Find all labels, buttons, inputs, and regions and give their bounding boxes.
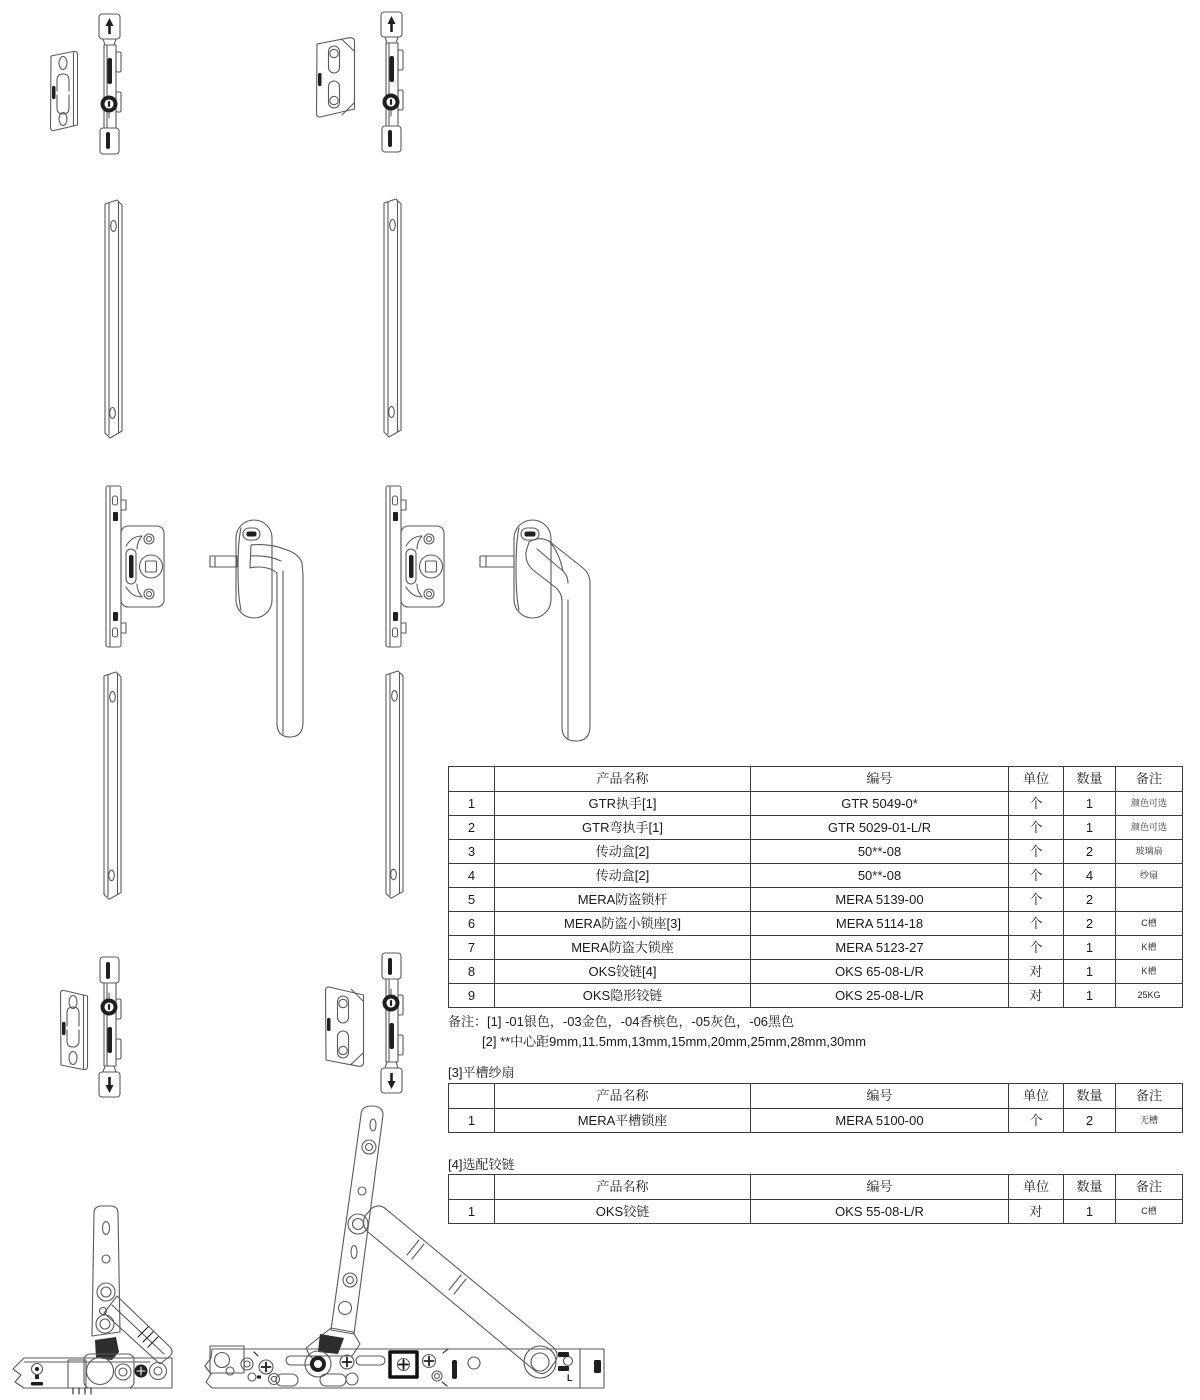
table-cell: 个: [1009, 1109, 1064, 1133]
table-cell: 对: [1009, 960, 1064, 984]
faceplate-bar-drawing: [384, 199, 401, 437]
hinge-l-mark-label: L: [567, 1373, 573, 1383]
table-cell: 个: [1009, 816, 1064, 840]
table-cell: OKS隐形铰链: [495, 984, 751, 1008]
window-handle-bent-drawing: [480, 520, 590, 741]
table-cell: 传动盒[2]: [495, 840, 751, 864]
table-row: [449, 840, 1183, 864]
friction-hinge-large-drawing: [205, 1106, 604, 1388]
column-header: [449, 1175, 495, 1200]
table-cell: GTR弯执手[1]: [495, 816, 751, 840]
column-header: 单位: [1009, 1084, 1064, 1109]
table-cell: K槽: [1116, 960, 1183, 984]
row-index-cell: 2: [449, 816, 495, 840]
table-cell: 传动盒[2]: [495, 864, 751, 888]
row-index-cell: 4: [449, 864, 495, 888]
column-header: 产品名称: [495, 1175, 751, 1200]
table-cell: 个: [1009, 912, 1064, 936]
table-cell: 2: [1064, 1109, 1116, 1133]
friction-hinge-small-drawing: [13, 1206, 172, 1394]
table-cell: 50**-08: [751, 864, 1009, 888]
column-header: 单位: [1009, 1175, 1064, 1200]
column-header: [449, 767, 495, 792]
lock-rod-drawing: [381, 12, 403, 152]
row-index-cell: 3: [449, 840, 495, 864]
table-cell: MERA防盗大锁座: [495, 936, 751, 960]
table-row: [449, 960, 1183, 984]
keeper-plate-small-drawing: [51, 51, 78, 130]
row-index-cell: 1: [449, 1109, 495, 1133]
table-cell: MERA防盗小锁座[3]: [495, 912, 751, 936]
table-cell: C槽: [1116, 912, 1183, 936]
table-cell: OKS 25-08-L/R: [751, 984, 1009, 1008]
keeper-plate-large-drawing: [326, 987, 364, 1066]
table-cell: OKS 65-08-L/R: [751, 960, 1009, 984]
row-index-cell: 8: [449, 960, 495, 984]
table-row: [449, 792, 1183, 816]
faceplate-bar-drawing: [386, 671, 403, 898]
column-header: 数量: [1064, 767, 1116, 792]
table-cell: C槽: [1116, 1200, 1183, 1224]
keeper-plate-small-drawing: [61, 990, 88, 1069]
column-header: 编号: [751, 1084, 1009, 1109]
table-cell: 颜色可选: [1116, 792, 1183, 816]
table-cell: MERA防盗锁杆: [495, 888, 751, 912]
table-row: [449, 864, 1183, 888]
window-handle-straight-drawing: [210, 520, 303, 737]
optional-hinge-section-label: [4]选配铰链: [448, 1157, 515, 1172]
table-cell: GTR 5029-01-L/R: [751, 816, 1009, 840]
table-cell: 1: [1064, 936, 1116, 960]
column-header: [449, 1084, 495, 1109]
table-cell: 个: [1009, 840, 1064, 864]
table-row: [449, 1200, 1183, 1224]
table-cell: 50**-08: [751, 840, 1009, 864]
lock-rod-drawing: [381, 953, 403, 1093]
table-cell: MERA 5100-00: [751, 1109, 1009, 1133]
table-cell: 4: [1064, 864, 1116, 888]
row-index-cell: 5: [449, 888, 495, 912]
lock-rod-drawing: [99, 957, 121, 1097]
table-cell: MERA 5123-27: [751, 936, 1009, 960]
column-header: 数量: [1064, 1175, 1116, 1200]
keeper-plate-large-drawing: [317, 38, 355, 117]
table-cell: 纱扇: [1116, 864, 1183, 888]
table-cell: 2: [1064, 912, 1116, 936]
table-cell: 玻璃扇: [1116, 840, 1183, 864]
table-cell: 1: [1064, 984, 1116, 1008]
table-cell: 1: [1064, 816, 1116, 840]
column-header: 编号: [751, 1175, 1009, 1200]
table-cell: 个: [1009, 936, 1064, 960]
column-header: 产品名称: [495, 767, 751, 792]
table-cell: K槽: [1116, 936, 1183, 960]
notes-block: [448, 1012, 866, 1052]
screen-sash-table: [448, 1083, 1183, 1133]
table-cell: 2: [1064, 888, 1116, 912]
gearbox-drawing: [106, 486, 164, 647]
table-row: [449, 984, 1183, 1008]
table-cell: GTR执手[1]: [495, 792, 751, 816]
row-index-cell: 1: [449, 1200, 495, 1224]
table-cell: GTR 5049-0*: [751, 792, 1009, 816]
table-cell: MERA 5114-18: [751, 912, 1009, 936]
faceplate-bar-drawing: [105, 200, 122, 438]
table-row: [449, 816, 1183, 840]
table-cell: 个: [1009, 792, 1064, 816]
table-cell: MERA 5139-00: [751, 888, 1009, 912]
table-cell: 无槽: [1116, 1109, 1183, 1133]
main-parts-table: [448, 766, 1183, 1008]
table-cell: 个: [1009, 864, 1064, 888]
row-index-cell: 7: [449, 936, 495, 960]
table-row: [449, 1109, 1183, 1133]
column-header: 备注: [1116, 1084, 1183, 1109]
note-line-1: [1] -01银色，-03金色，-04香槟色，-05灰色，-06黑色: [487, 1014, 795, 1029]
column-header: 编号: [751, 767, 1009, 792]
table-cell: OKS铰链: [495, 1200, 751, 1224]
column-header: 单位: [1009, 767, 1064, 792]
row-index-cell: 6: [449, 912, 495, 936]
table-row: [449, 936, 1183, 960]
optional-hinge-table: [448, 1174, 1183, 1224]
table-cell: 1: [1064, 792, 1116, 816]
column-header: 备注: [1116, 767, 1183, 792]
table-cell: 个: [1009, 888, 1064, 912]
end-cap-mark: [594, 1360, 601, 1373]
table-cell: [1116, 888, 1183, 912]
faceplate-bar-drawing: [104, 672, 121, 899]
table-row: [449, 912, 1183, 936]
screen-sash-section-label: [3]平槽纱扇: [448, 1065, 515, 1080]
table-cell: 颜色可选: [1116, 816, 1183, 840]
column-header: 产品名称: [495, 1084, 751, 1109]
row-index-cell: 1: [449, 792, 495, 816]
lock-rod-drawing: [99, 14, 121, 154]
table-cell: 1: [1064, 960, 1116, 984]
table-cell: 1: [1064, 1200, 1116, 1224]
table-cell: OKS 55-08-L/R: [751, 1200, 1009, 1224]
table-row: [449, 888, 1183, 912]
column-header: 数量: [1064, 1084, 1116, 1109]
row-index-cell: 9: [449, 984, 495, 1008]
gearbox-drawing: [386, 486, 444, 647]
table-cell: 对: [1009, 1200, 1064, 1224]
notes-label: 备注：: [448, 1014, 488, 1029]
table-cell: 2: [1064, 840, 1116, 864]
table-cell: MERA平槽锁座: [495, 1109, 751, 1133]
table-cell: OKS铰链[4]: [495, 960, 751, 984]
table-cell: 对: [1009, 984, 1064, 1008]
note-line-2: [2] **中心距9mm,11.5mm,13mm,15mm,20mm,25mm,28mm,30mm: [482, 1034, 867, 1049]
table-cell: 25KG: [1116, 984, 1183, 1008]
column-header: 备注: [1116, 1175, 1183, 1200]
